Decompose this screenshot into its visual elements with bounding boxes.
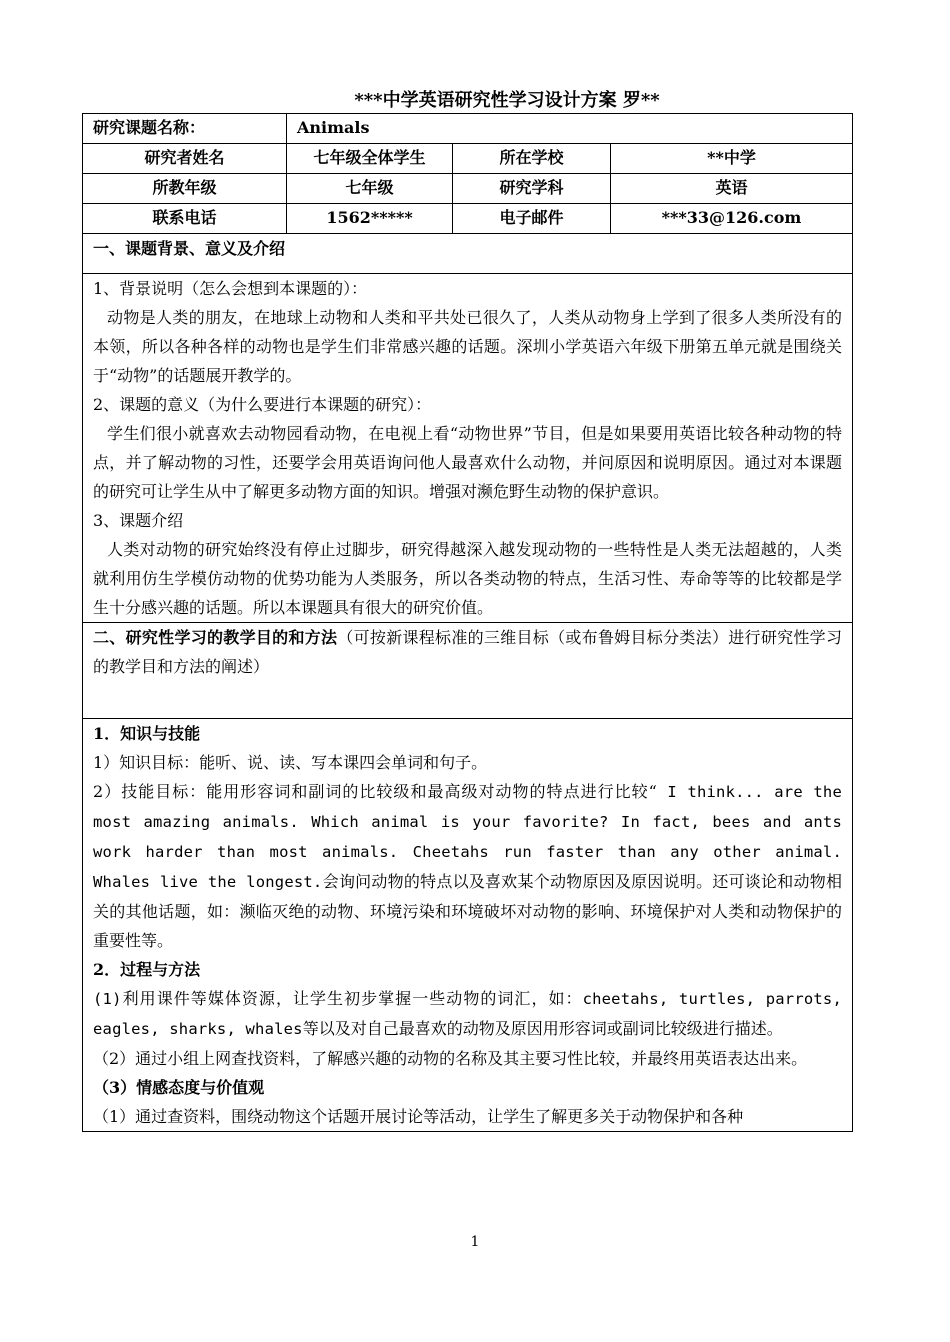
researcher-label: 研究者姓名 bbox=[83, 144, 287, 174]
skill-goal-en: I think... are the most amazing animals. Which animal is your favorite? In fact, bees and ants work harder than most animals. Cheetahs run faster than any other animal. Whales live the longest. bbox=[93, 783, 842, 891]
section1-heading: 一、课题背景、意义及介绍 bbox=[83, 234, 853, 274]
page-number: 1 bbox=[470, 1234, 480, 1250]
section1-body bbox=[83, 274, 853, 623]
section2-row bbox=[83, 623, 853, 719]
topic-label: 研究课题名称： bbox=[83, 114, 287, 144]
process-item-1-words: cheetahs, turtles, parrots, eagles, sharks, whales bbox=[93, 990, 842, 1038]
intro-title: 3、课题介绍 bbox=[93, 511, 184, 530]
intro-text: 人类对动物的研究始终没有停止过脚步，研究得越深入越发现动物的一些特性是人类无法超越的，人类就利用仿生学模仿动物的优势功能为人类服务，所以各类动物的特点，生活习性、寿命等等的比较都是学生十分感兴趣的话题。所以本课题具有很大的研究价值。 bbox=[93, 540, 842, 617]
skill-goal-cn: 2）技能目标：能用形容词和副词的比较级和最高级对动物的特点进行比较“ bbox=[93, 782, 657, 801]
section2-cell bbox=[83, 623, 853, 719]
school-label: 所在学校 bbox=[453, 144, 611, 174]
grade-row bbox=[83, 174, 853, 204]
background-text: 动物是人类的朋友，在地球上动物和人类和平共处已很久了，人类从动物身上学到了很多人类所没有的本领，所以各种各样的动物也是学生们非常感兴趣的话题。深圳小学英语六年级下册第五单元就是围绕关于“动物”的话题展开教学的。 bbox=[93, 308, 842, 385]
topic-row bbox=[83, 114, 853, 144]
significance-title: 2、课题的意义（为什么要进行本课题的研究）： bbox=[93, 395, 432, 414]
section3-row bbox=[83, 719, 853, 1132]
significance-text: 学生们很小就喜欢去动物园看动物，在电视上看“动物世界”节目，但是如果要用英语比较各种动物的特点，并了解动物的习性，还要学会用英语询问他人最喜欢什么动物，并问原因和说明原因。通过对本课题的研究可让学生从中了解更多动物方面的知识。增强对濒危野生动物的保护意识。 bbox=[93, 424, 842, 501]
process-item-1 bbox=[93, 984, 842, 1044]
page-title: ***中学英语研究性学习设计方案 罗** bbox=[354, 90, 660, 111]
section2-heading-note: （可按新课程标准的三维目标（或布鲁姆目标分类法）进行研究性学习的教学目和方法的阐述） bbox=[93, 628, 842, 676]
process-heading: 2．过程与方法 bbox=[93, 960, 201, 979]
grade-label: 所教年级 bbox=[83, 174, 287, 204]
knowledge-goal: 1）知识目标：能听、说、读、写本课四会单词和句子。 bbox=[93, 753, 488, 772]
emotion-heading: （3）情感态度与价值观 bbox=[93, 1078, 265, 1097]
emotion-item-1: （1）通过查资料，围绕动物这个话题开展讨论等活动，让学生了解更多关于动物保护和各种 bbox=[93, 1107, 744, 1126]
email-value: ***33@126.com bbox=[611, 204, 853, 234]
email-label: 电子邮件 bbox=[453, 204, 611, 234]
process-item-1-num: (1) bbox=[93, 990, 122, 1008]
section1-heading-row bbox=[83, 234, 853, 274]
subject-value: 英语 bbox=[611, 174, 853, 204]
school-value: **中学 bbox=[611, 144, 853, 174]
subject-label: 研究学科 bbox=[453, 174, 611, 204]
process-item-1-text: 利用课件等媒体资源，让学生初步掌握一些动物的词汇，如： bbox=[121, 989, 583, 1008]
grade-value: 七年级 bbox=[287, 174, 453, 204]
background-title: 1、背景说明（怎么会想到本课题的）： bbox=[93, 279, 368, 298]
section3-cell bbox=[83, 719, 853, 1132]
design-table bbox=[82, 113, 853, 1132]
section1-body-row bbox=[83, 274, 853, 623]
knowledge-heading: 1．知识与技能 bbox=[93, 724, 201, 743]
contact-row bbox=[83, 204, 853, 234]
section2-heading-bold: 二、研究性学习的教学目的和方法 bbox=[93, 628, 338, 647]
phone-label: 联系电话 bbox=[83, 204, 287, 234]
topic-value: Animals bbox=[287, 114, 853, 144]
section2-heading bbox=[93, 623, 842, 681]
process-item-1-tail: 等以及对自己最喜欢的动物及原因用形容词或副词比较级进行描述。 bbox=[302, 1019, 783, 1038]
process-item-2: （2）通过小组上网查找资料，了解感兴趣的动物的名称及其主要习性比较，并最终用英语表达出来。 bbox=[93, 1049, 808, 1068]
researcher-value: 七年级全体学生 bbox=[287, 144, 453, 174]
researcher-row bbox=[83, 144, 853, 174]
phone-value: 1562***** bbox=[287, 204, 453, 234]
skill-goal bbox=[93, 777, 842, 955]
skill-goal-tail: 会询问动物的特点以及喜欢某个动物原因及原因说明。还可谈论和动物相关的其他话题，如：濒临灭绝的动物、环境污染和环境破坏对动物的影响、环境保护对人类和动物保护的重要性等。 bbox=[93, 872, 842, 950]
